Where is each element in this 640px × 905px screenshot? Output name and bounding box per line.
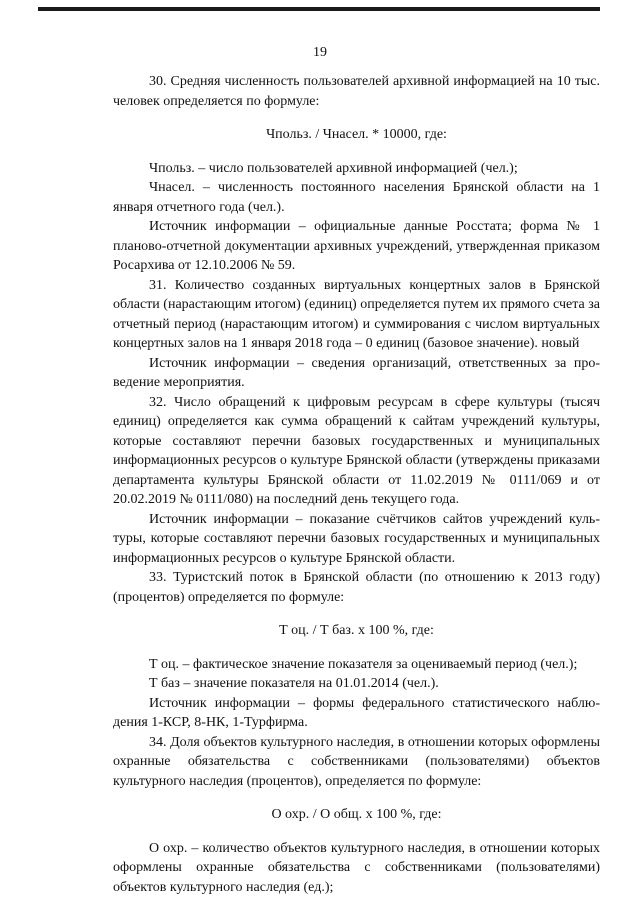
definition-chnasel: Чнасел. – численность постоянного населения Брянской области на 1 января отчетного года (чел.). bbox=[113, 180, 600, 215]
item-34-text: 34. Доля объектов культурного наследия, в отношении которых оформлены охранные обязательства с собственниками (пользователями) объектов культурного наследия (процентов), определяется по формуле: bbox=[113, 734, 600, 789]
definition-chpolz: Чпольз. – число пользователей архивной информацией (чел.); bbox=[149, 160, 518, 176]
formula-heritage: О охр. / О общ. х 100 %, где: bbox=[271, 807, 442, 822]
document-body bbox=[113, 72, 600, 897]
item-33-text: 33. Туристский поток в Брянской области (по отношению к 2013 году) (процентов) определяется по формуле: bbox=[113, 570, 600, 605]
page-number: 19 bbox=[313, 45, 327, 60]
formula-tourism: Т оц. / Т баз. х 100 %, где: bbox=[279, 623, 434, 638]
item-30-source: Источник информации – официальные данные Росстата; форма № 1 планово-отчетной документации архивных учреждений, утвержденная приказом Росархива от 12.10.2006 № 59. bbox=[113, 219, 600, 273]
formula-users: Чпольз. / Чнасел. * 10000, где: bbox=[266, 127, 447, 142]
item-32-text: 32. Число обращений к цифровым ресурсам в сфере культуры (тысяч единиц) определяется как сумма обращений к сайтам учреждений культуры, которые составляют перечни базовых государственных и муниципальных информационных ресурсов о культуре Брянской области (утверждены приказами департамента культуры Брянской области от 11.02.2019 № 0111/069 и от 20.02.2019 № 0111/080) на последний день текущего года. bbox=[113, 394, 600, 507]
scan-top-edge-line bbox=[38, 7, 600, 11]
item-31-text: 31. Количество созданных виртуальных концертных залов в Брянской области (нарастающим итогом) (единиц) определяется путем их прямого счета за отчетный период (нарастающим итогом) и суммирования с числом виртуальных концертных залов на 1 января 2018 года – 0 единиц (базовое значение). новый bbox=[113, 277, 600, 351]
item-32-source: Источник информации – показание счётчиков сайтов учреждений культуры, которые составляют перечни базовых государственных и муниципальных информационных ресурсов о культуре Брянской области. bbox=[113, 511, 600, 566]
definition-o-ohr: О охр. – количество объектов культурного наследия, в отношении которых оформлены охранные обязательства с собственниками (пользователями) объектов культурного наследия (ед.); bbox=[113, 840, 600, 895]
item-33-source: Источник информации – формы федерального статистического наблюдения 1-КСР, 8-НК, 1-Турфирма. bbox=[113, 695, 600, 730]
item-31-source: Источник информации – сведения организаций, ответственных за проведение мероприятия. bbox=[113, 355, 600, 390]
item-30-text: 30. Средняя численность пользователей архивной информацией на 10 тыс. человек определяется по формуле: bbox=[113, 74, 600, 109]
definition-t-oc: Т оц. – фактическое значение показателя за оцениваемый период (чел.); bbox=[149, 656, 578, 672]
definition-t-baz: Т баз – значение показателя на 01.01.2014 (чел.). bbox=[149, 676, 439, 691]
